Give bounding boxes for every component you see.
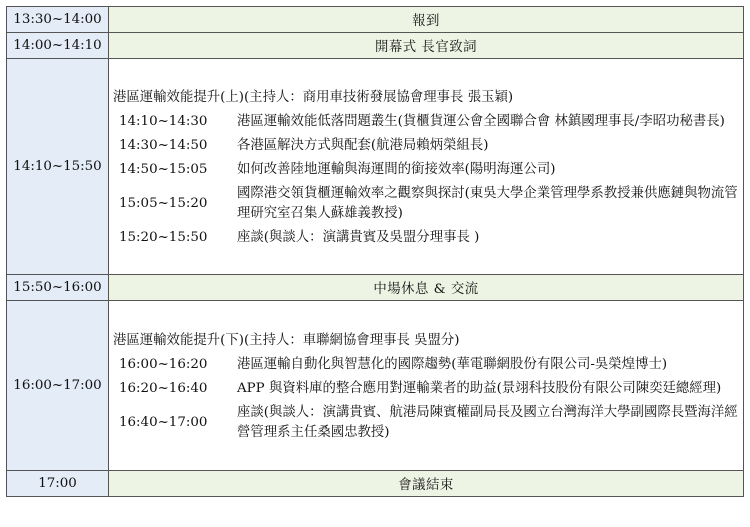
- session-cell: [109, 301, 744, 471]
- time-cell: 14:00~14:10: [7, 33, 109, 59]
- item-cell: 會議結束: [109, 471, 744, 497]
- sub-item-time: 14:10~14:30: [119, 114, 208, 129]
- agenda-row-session-2: [7, 301, 744, 471]
- agenda-table: [6, 6, 744, 497]
- agenda-row-session-1: [7, 59, 744, 275]
- sub-item: [109, 401, 743, 445]
- sub-item-time: 14:50~15:05: [119, 162, 208, 177]
- sub-item-time: 16:20~16:40: [119, 381, 208, 396]
- item-cell: 開幕式 長官致詞: [109, 33, 744, 59]
- sub-item-desc: APP 與資料庫的整合應用對運輸業者的助益(景翊科技股份有限公司陳奕廷總經理): [237, 380, 722, 396]
- sub-item-time: 16:00~16:20: [119, 357, 208, 372]
- sub-item: [109, 158, 743, 182]
- sub-item-desc: 座談(與談人：演講貴賓及吳盟分理事長 ): [237, 229, 480, 245]
- sub-item-time: 16:40~17:00: [119, 415, 208, 430]
- time-cell: 13:30~14:00: [7, 7, 109, 33]
- sub-item: [109, 377, 743, 401]
- time-cell: 17:00: [7, 471, 109, 497]
- sub-item-desc: 各港區解決方式與配套(航港局賴炳榮組長): [237, 137, 489, 153]
- time-cell: 15:50~16:00: [7, 275, 109, 301]
- sub-item: [109, 353, 743, 377]
- session-title: 港區運輸效能提升(上)(主持人：商用車技術發展協會理事長 張玉穎): [113, 89, 514, 105]
- sub-item-desc: 座談(與談人：演講貴賓、航港局陳賓權副局長及國立台灣海洋大學副國際長暨海洋經營管理系主任桑國忠教授): [237, 404, 738, 440]
- agenda-row-registration: [7, 7, 744, 33]
- sub-item: [109, 182, 743, 226]
- item-cell: 報到: [109, 7, 744, 33]
- sub-item: [109, 134, 743, 158]
- session-time-cell: 16:00~17:00: [7, 301, 109, 471]
- session-cell: [109, 59, 744, 275]
- sub-item-time: 14:30~14:50: [119, 138, 208, 153]
- sub-item: [109, 226, 743, 250]
- sub-item-desc: 港區運輸效能低落問題叢生(貨櫃貨運公會全國聯合會 林鎮國理事長/李昭功秘書長): [237, 113, 725, 129]
- sub-item-time: 15:05~15:20: [119, 196, 208, 211]
- sub-item: [109, 110, 743, 134]
- session-time-cell: 14:10~15:50: [7, 59, 109, 275]
- agenda-row-opening: [7, 33, 744, 59]
- sub-item-time: 15:20~15:50: [119, 230, 208, 245]
- agenda-row-break: [7, 275, 744, 301]
- item-cell: 中場休息 & 交流: [109, 275, 744, 301]
- agenda-row-closing: [7, 471, 744, 497]
- session-title: 港區運輸效能提升(下)(主持人：車聯網協會理事長 吳盟分): [113, 332, 460, 348]
- sub-item-desc: 國際港交領貨櫃運輸效率之觀察與探討(東吳大學企業管理學系教授兼供應鏈與物流管理研究室召集人蘇雄義教授): [237, 185, 738, 221]
- sub-item-desc: 如何改善陸地運輸與海運間的銜接效率(陽明海運公司): [237, 161, 556, 177]
- sub-item-desc: 港區運輸自動化與智慧化的國際趨勢(華電聯網股份有限公司-吳榮煌博士): [237, 356, 668, 372]
